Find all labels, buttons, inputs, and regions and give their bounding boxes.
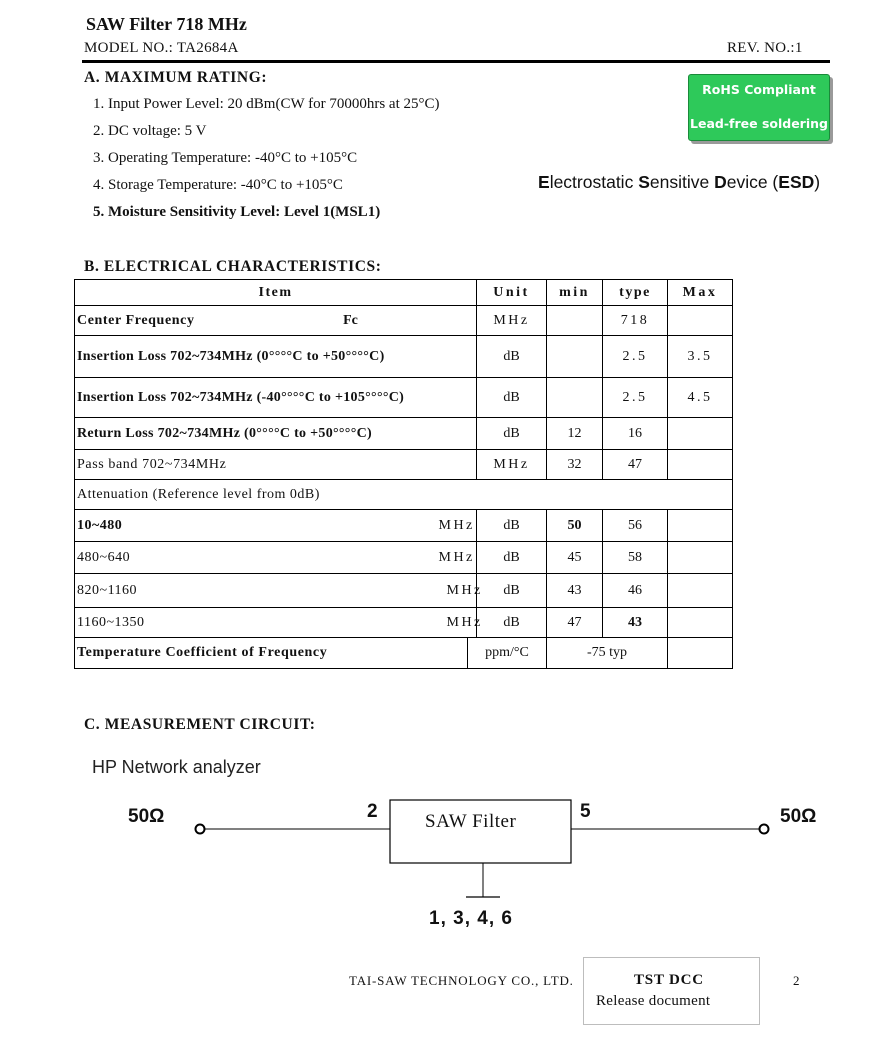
row-unit: dB — [477, 510, 547, 542]
row-unit: dB — [477, 542, 547, 574]
analyzer-label: HP Network analyzer — [92, 757, 261, 777]
center-freq-label: Center Frequency — [77, 312, 195, 328]
row-max: 4.5 — [668, 378, 733, 418]
output-pin-number: 5 — [580, 801, 591, 822]
row-label: Pass band 702~734MHz — [75, 450, 477, 480]
row-unit: MHz — [477, 306, 547, 336]
row-max: 3.5 — [668, 336, 733, 378]
row-label: Return Loss 702~734MHz (0°°°°C to +50°°°°C) — [75, 418, 477, 450]
esd-text: ensitive — [649, 172, 715, 192]
row-unit: dB — [477, 336, 547, 378]
right-impedance: 50Ω — [780, 806, 817, 827]
row-unit: dB — [477, 418, 547, 450]
row-type: 47 — [603, 450, 668, 480]
row-min: 12 — [547, 418, 603, 450]
rating-item: 2. DC voltage: 5 V — [93, 123, 207, 139]
row-unit: dB — [477, 574, 547, 608]
dcc-title: TST DCC — [634, 972, 704, 988]
header-item: Item — [75, 280, 477, 306]
esd-letter: E — [538, 172, 550, 192]
document-title: SAW Filter 718 MHz — [86, 14, 247, 34]
row-type: 56 — [603, 510, 668, 542]
page-number: 2 — [793, 973, 800, 988]
atten-freq-unit: MHz — [438, 517, 475, 533]
row-type: 58 — [603, 542, 668, 574]
esd-text: evice ( — [726, 172, 779, 192]
max-rating-heading: A. MAXIMUM RATING: — [84, 69, 268, 86]
row-min: 32 — [547, 450, 603, 480]
row-type: 46 — [603, 574, 668, 608]
rohs-line: RoHS Compliant — [702, 82, 816, 97]
row-unit: dB — [477, 378, 547, 418]
rating-item: 4. Storage Temperature: -40°C to +105°C — [93, 177, 343, 193]
saw-filter-label: SAW Filter — [425, 811, 517, 832]
header-min: min — [547, 280, 603, 306]
left-impedance: 50Ω — [128, 806, 165, 827]
row-label: Insertion Loss 702~734MHz (0°°°°C to +50°°°°C) — [75, 336, 477, 378]
electrical-heading: B. ELECTRICAL CHARACTERISTICS: — [84, 258, 382, 275]
esd-letter: D — [714, 172, 727, 192]
row-type: 2.5 — [603, 378, 668, 418]
esd-text: lectrostatic — [549, 172, 639, 192]
input-pin-number: 2 — [367, 801, 378, 822]
left-port-terminal — [196, 825, 205, 834]
atten-range: 1160~1350 — [77, 614, 145, 630]
rating-item: 1. Input Power Level: 20 dBm(CW for 70000hrs at 25°C) — [93, 96, 440, 112]
tcf-unit: ppm/°C — [468, 638, 547, 669]
row-type: 43 — [603, 608, 668, 638]
esd-abbr: ESD — [778, 172, 815, 192]
tcf-label: Temperature Coefficient of Frequency — [75, 638, 468, 669]
row-type: 718 — [603, 306, 668, 336]
tcf-value: -75 typ — [547, 638, 668, 669]
esd-letter: S — [638, 172, 650, 192]
revision-number: REV. NO.:1 — [727, 40, 803, 56]
row-min: 50 — [547, 510, 603, 542]
right-port-terminal — [760, 825, 769, 834]
header-unit: Unit — [477, 280, 547, 306]
row-label: Insertion Loss 702~734MHz (-40°°°°C to +105°°°°C) — [75, 378, 477, 418]
header-max: Max — [668, 280, 733, 306]
row-type: 16 — [603, 418, 668, 450]
atten-range: 820~1160 — [77, 582, 138, 598]
model-number: MODEL NO.: TA2684A — [84, 40, 239, 56]
atten-range: 10~480 — [77, 517, 123, 533]
company-name: TAI-SAW TECHNOLOGY CO., LTD. — [349, 973, 574, 988]
dcc-stamp-box — [583, 957, 760, 1025]
esd-text: ) — [814, 172, 821, 192]
header-type: type — [603, 280, 668, 306]
atten-range: 480~640 — [77, 549, 131, 565]
rating-item: 5. Moisture Sensitivity Level: Level 1(MSL1) — [93, 204, 381, 220]
measurement-heading: C. MEASUREMENT CIRCUIT: — [84, 716, 316, 733]
atten-freq-unit: MHz — [446, 582, 483, 598]
row-min: 45 — [547, 542, 603, 574]
lead-free-line: Lead-free soldering — [690, 116, 828, 131]
rating-item: 3. Operating Temperature: -40°C to +105°C — [93, 150, 358, 166]
dcc-subtitle: Release document — [596, 993, 711, 1009]
row-min: 47 — [547, 608, 603, 638]
row-unit: MHz — [477, 450, 547, 480]
row-min: 43 — [547, 574, 603, 608]
center-freq-symbol: Fc — [343, 312, 358, 328]
ground-pin-numbers: 1, 3, 4, 6 — [429, 908, 513, 929]
row-type: 2.5 — [603, 336, 668, 378]
atten-freq-unit: MHz — [438, 549, 475, 565]
atten-freq-unit: MHz — [446, 614, 483, 630]
attenuation-label: Attenuation (Reference level from 0dB) — [75, 480, 733, 510]
row-unit: dB — [477, 608, 547, 638]
